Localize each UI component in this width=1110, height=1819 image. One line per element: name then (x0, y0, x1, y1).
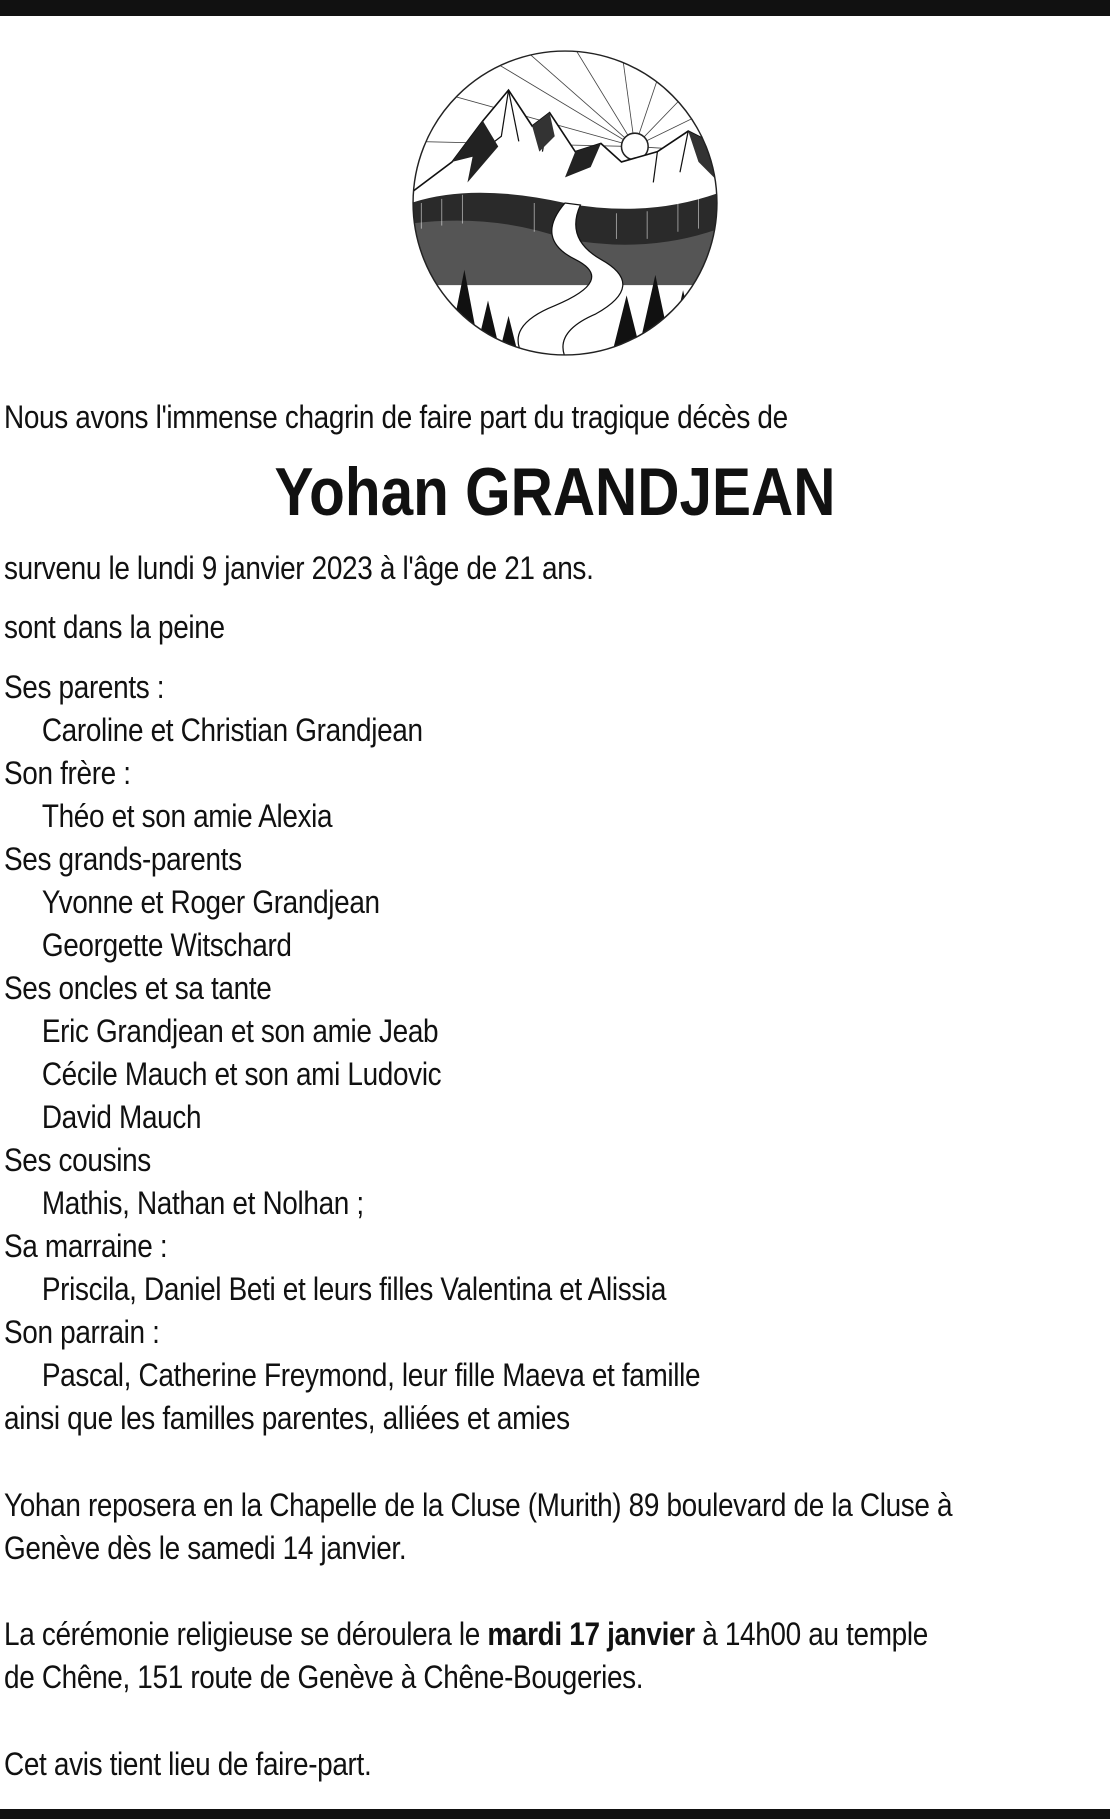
cousins-entry: Mathis, Nathan et Nolhan ; (41, 1185, 364, 1221)
ceremony-text-post: à 14h00 au temple (694, 1616, 928, 1652)
ceremony-date: mardi 17 janvier (487, 1616, 695, 1652)
family-closing-line: ainsi que les familles parentes, alliées et amies (4, 1400, 570, 1436)
uncles-label: Ses oncles et sa tante (4, 970, 272, 1006)
ceremony-line-2: de Chêne, 151 route de Genève à Chêne-Bougeries. (4, 1659, 644, 1695)
sorrow-line: sont dans la peine (4, 609, 225, 645)
mountain-landscape-illustration (411, 49, 719, 357)
intro-line: Nous avons l'immense chagrin de faire part du tragique décès de (4, 399, 788, 435)
godfather-entry: Pascal, Catherine Freymond, leur fille Maeva et famille (41, 1357, 701, 1393)
viewing-line-1: Yohan reposera en la Chapelle de la Cluse (Murith) 89 boulevard de la Cluse à (4, 1487, 953, 1523)
viewing-paragraph (4, 1484, 953, 1570)
mountain-landscape-vignette (411, 49, 719, 357)
viewing-line-2: Genève dès le samedi 14 janvier. (4, 1530, 407, 1566)
parents-entry: Caroline et Christian Grandjean (41, 712, 423, 748)
godfather-label: Son parrain : (4, 1314, 160, 1350)
godmother-entry: Priscila, Daniel Beti et leurs filles Valentina et Alissia (41, 1271, 667, 1307)
date-line: survenu le lundi 9 janvier 2023 à l'âge de 21 ans. (4, 550, 594, 586)
grandparents-entry: Yvonne et Roger Grandjean (41, 884, 380, 920)
family-list (4, 666, 950, 1440)
uncles-entry: Eric Grandjean et son amie Jeab (41, 1013, 439, 1049)
ceremony-text-pre: La cérémonie religieuse se déroulera le (4, 1616, 488, 1652)
bottom-border-rule (0, 1809, 1110, 1819)
notice-line: Cet avis tient lieu de faire-part. (4, 1746, 372, 1782)
uncles-entry: David Mauch (41, 1099, 202, 1135)
grandparents-label: Ses grands-parents (4, 841, 242, 877)
top-border-rule (0, 0, 1110, 16)
cousins-label: Ses cousins (4, 1142, 151, 1178)
deceased-name: Yohan GRANDJEAN (274, 454, 836, 530)
parents-label: Ses parents : (4, 669, 165, 705)
uncles-entry: Cécile Mauch et son ami Ludovic (41, 1056, 442, 1092)
grandparents-entry: Georgette Witschard (41, 927, 292, 963)
godmother-label: Sa marraine : (4, 1228, 168, 1264)
ceremony-paragraph (4, 1613, 950, 1699)
brother-entry: Théo et son amie Alexia (41, 798, 333, 834)
brother-label: Son frère : (4, 755, 131, 791)
ceremony-line-1 (4, 1613, 950, 1656)
